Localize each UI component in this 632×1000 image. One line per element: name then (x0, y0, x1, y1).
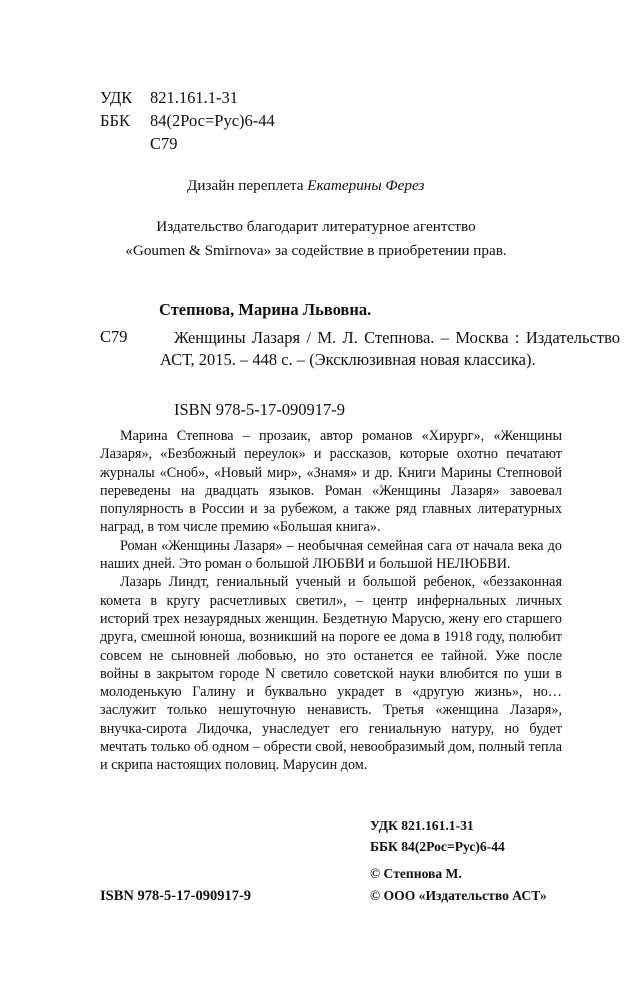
annotation-paragraph: Роман «Женщины Лазаря» – необычная семейная сага от начала века до наших дней. Это роман о большой ЛЮБВИ и большой НЕЛЮБВИ. (100, 537, 562, 573)
bbk-label: ББК (100, 111, 130, 130)
designer-name: Екатерины Ферез (307, 177, 425, 194)
footer-isbn: ISBN 978-5-17-090917-9 (100, 888, 252, 904)
copyright-author: © Степнова М. (370, 866, 462, 881)
footer-bbk: ББК 84(2Рос=Рус)6-44 (370, 839, 505, 854)
annotation (100, 427, 562, 775)
copyright-publisher: © ООО «Издательство АСТ» (370, 888, 547, 903)
classification-block (100, 86, 275, 155)
acknowledgement-line-1: Издательство благодарит литературное агентство (156, 218, 476, 235)
author-heading: Степнова, Марина Львовна. (159, 300, 372, 319)
bibliographic-description: Женщины Лазаря / М. Л. Степнова. – Москва : Издательство АСТ, 2015. – 448 с. – (Эксклюзивная новая классика). (160, 328, 620, 369)
udk-value: 821.161.1-31 (150, 88, 238, 107)
udk-line (100, 86, 275, 109)
author-mark-line (100, 132, 275, 155)
bbk-value: 84(2Рос=Рус)6-44 (150, 111, 275, 130)
acknowledgement-line-2: «Goumen & Smirnova» за содействие в приобретении прав. (125, 242, 507, 259)
author-mark: С79 (150, 134, 178, 153)
acknowledgement (0, 215, 632, 263)
design-credit-prefix: Дизайн переплета (187, 177, 304, 194)
catalog-author-mark: С79 (100, 327, 128, 346)
udk-label: УДК (100, 88, 133, 107)
design-credit (187, 177, 424, 195)
bbk-line (100, 109, 275, 132)
footer-udk: УДК 821.161.1-31 (370, 818, 474, 833)
annotation-paragraph: Лазарь Линдт, гениальный ученый и большой ребенок, «беззаконная комета в кругу расчетливых светил», – центр инфернальных личных историй трех незаурядных женщин. Бездетную Марусю, жену его старшего друга, смешной юноша, возникший на пороге ее дома в 1918 году, полюбит совсем не сыновней любовью, но это останется ее тайной. Уже после войны в закрытом городе N светило советской науки влюбится по уши в молоденькую Галину и буквально украдет в «другую жизнь», но… заслужит только нешуточную ненависть. Третья «женщина Лазаря», внучка-сирота Лидочка, унаследует его гениальную натуру, но будет мечтать только об одном – обрести свой, невообразимый дом, полный тепла и скрипа настоящих половиц. Марусин дом. (100, 574, 562, 774)
catalog-isbn: ISBN 978-5-17-090917-9 (174, 400, 345, 419)
annotation-paragraph: Марина Степнова – прозаик, автор романов «Хирург», «Женщины Лазаря», «Безбожный переулок» и рассказов, которые охотно печатают журналы «Сноб», «Новый мир», «Знамя» и др. Книги Марины Степновой переведены на двадцать языков. Роман «Женщины Лазаря» завоевал популярность в России и за рубежом, а также ряд главных литературных наград, в том числе премию «Большая книга». (100, 428, 562, 536)
